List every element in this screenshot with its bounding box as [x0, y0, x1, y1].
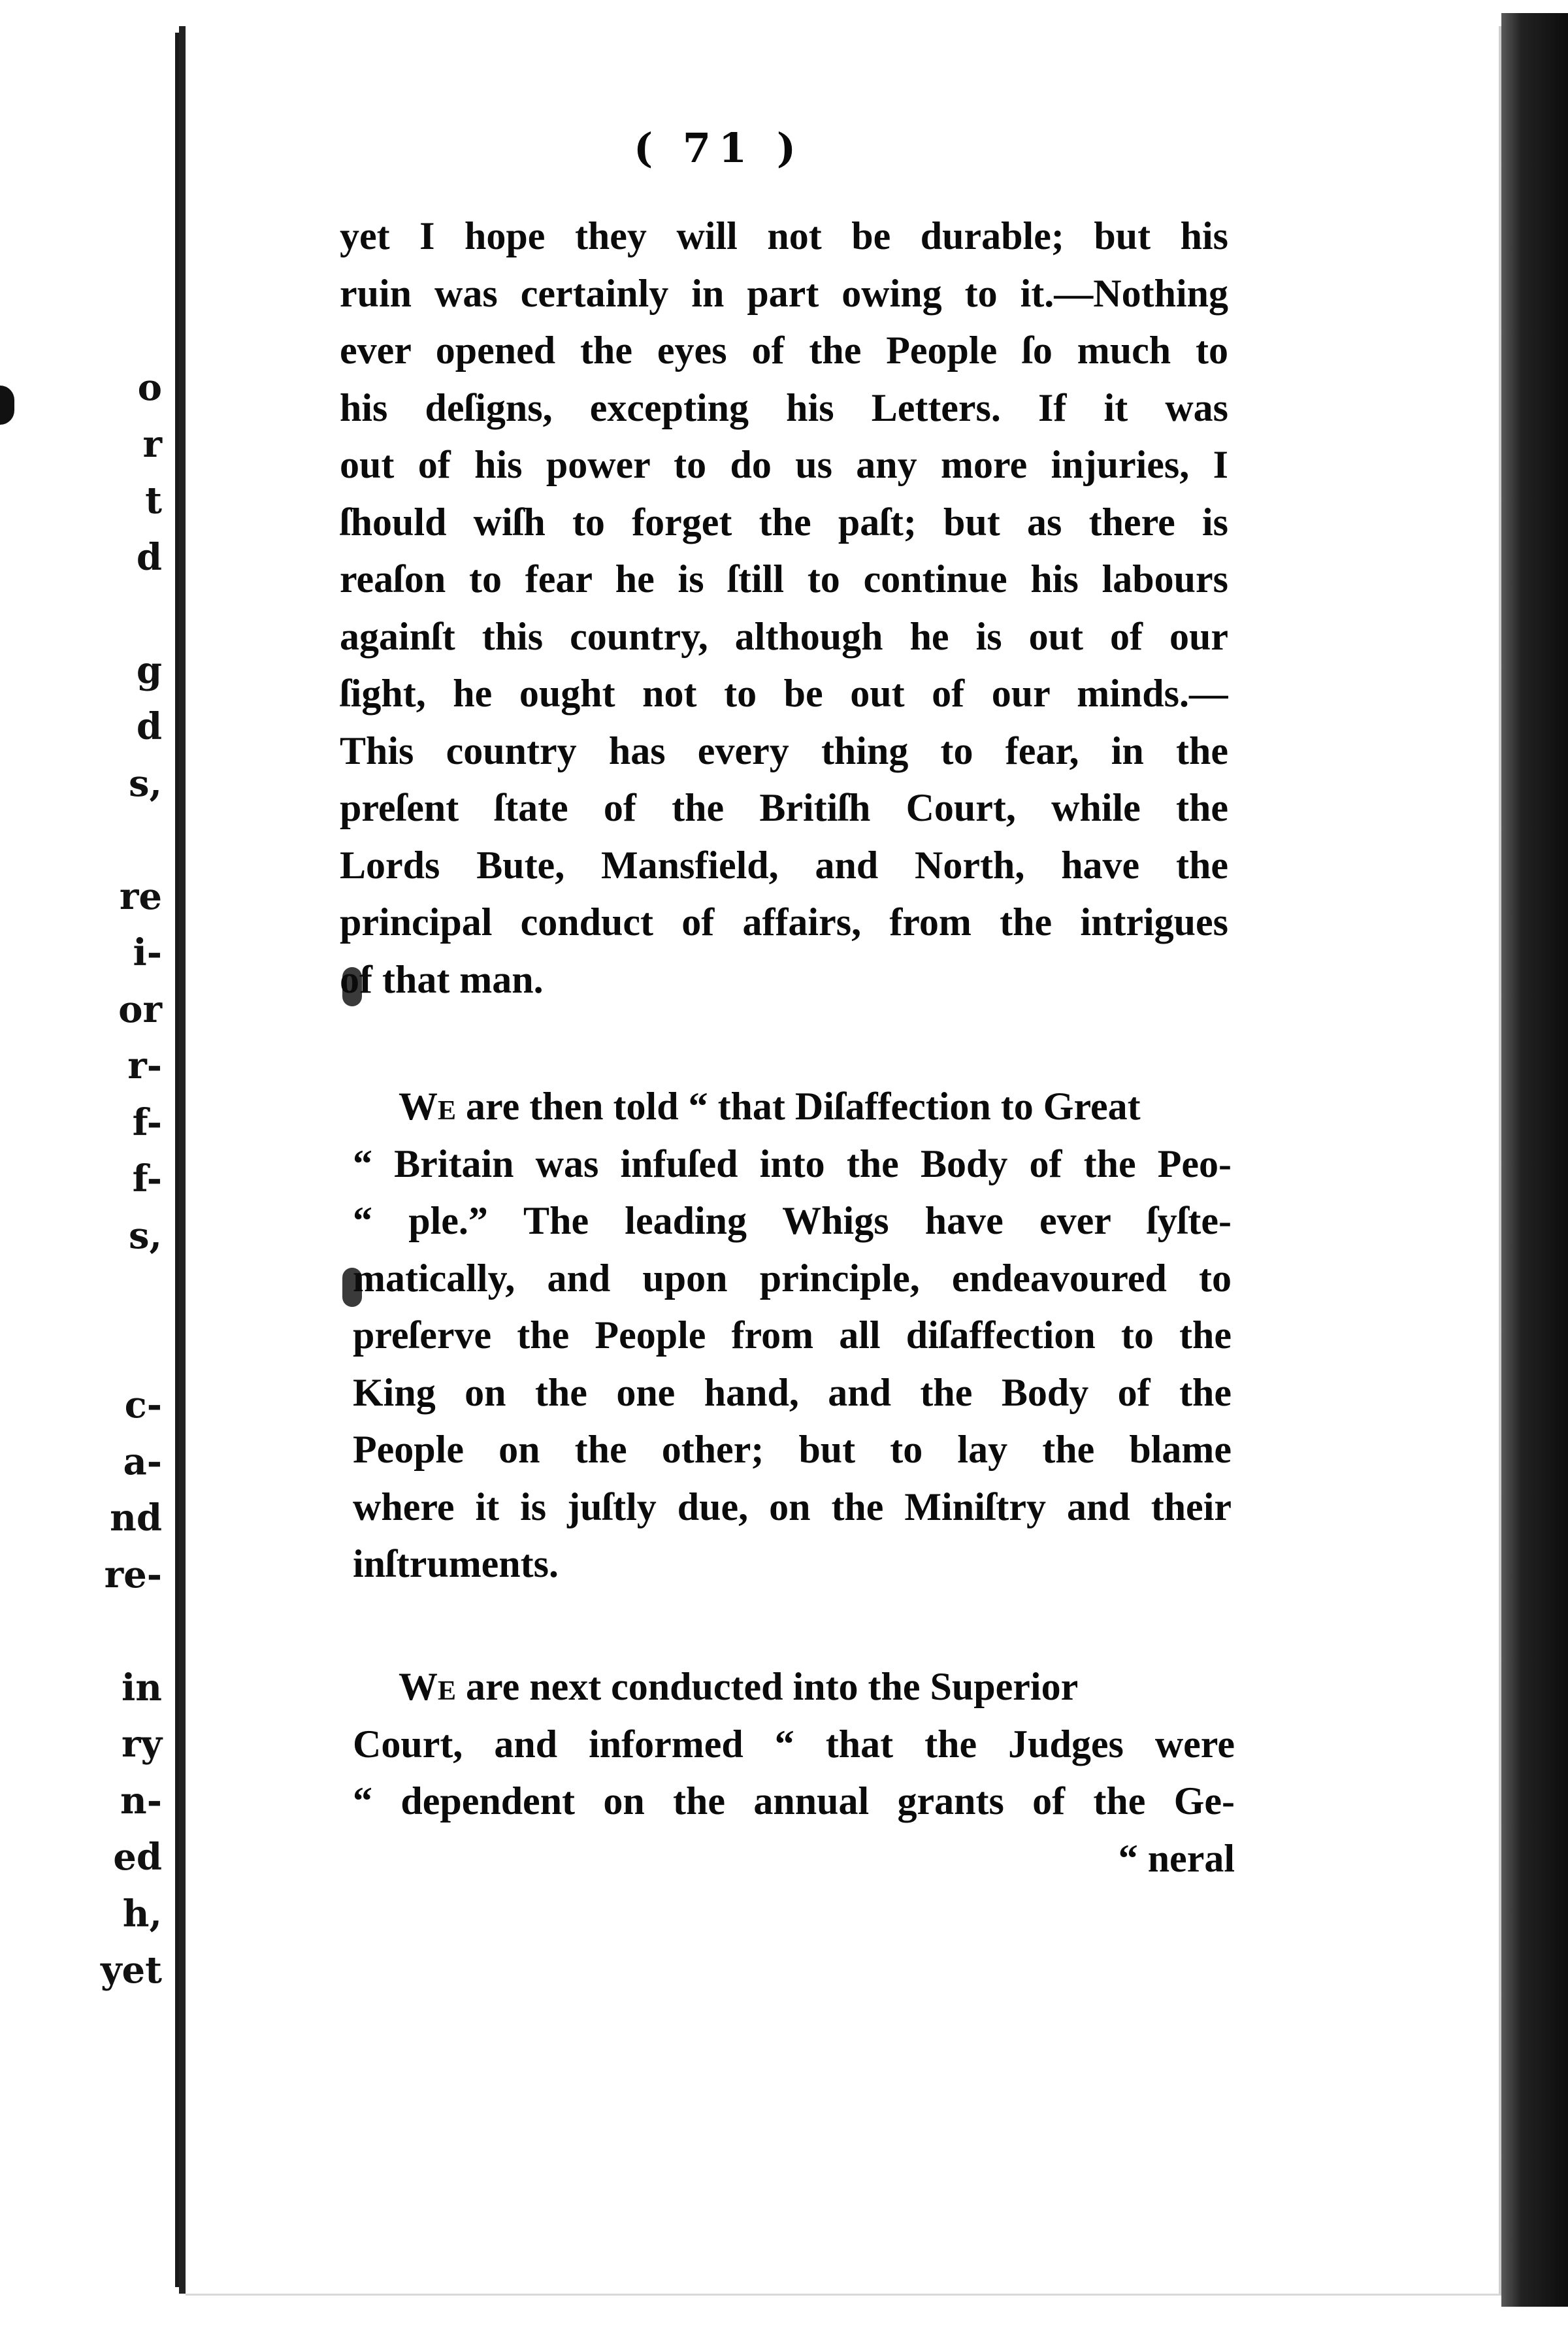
paragraph-lead: We — [399, 1665, 457, 1708]
text-line: matically, and upon principle, endeavoured to — [353, 1256, 1232, 1300]
line-ending: in — [122, 1666, 162, 1709]
line-ending: f- — [132, 1100, 162, 1144]
line-ending: s, — [128, 1213, 162, 1257]
paragraph — [353, 1078, 1232, 1593]
line-ending: h, — [122, 1892, 162, 1936]
text-line-rest: are next conducted into the Superior — [456, 1665, 1079, 1708]
line-ending: ed — [113, 1836, 162, 1879]
line-ending — [0, 1603, 171, 1660]
line-ending: a- — [123, 1440, 162, 1483]
text-line: Lords Bute, Mansfield, and North, have the — [340, 843, 1228, 887]
paragraph — [340, 208, 1228, 1008]
book-gutter — [179, 26, 186, 2294]
text-line: ever opened the eyes of the People ſo much to — [340, 329, 1228, 372]
line-ending: t — [145, 479, 162, 522]
text-line: out of his power to do us any more injuries, I — [340, 443, 1228, 486]
left-facing-page — [0, 33, 179, 2287]
line-ending: d — [136, 705, 162, 748]
line-ending: re- — [104, 1553, 162, 1596]
paragraph — [353, 1658, 1235, 1887]
line-ending: r- — [127, 1044, 162, 1087]
text-line: ſight, he ought not to be out of our minds.— — [340, 672, 1228, 715]
line-ending: s, — [128, 761, 162, 805]
text-line: againſt this country, although he is out of our — [340, 614, 1228, 658]
text-line: of that man. — [340, 957, 544, 1001]
text-line: reaſon to fear he is ſtill to continue his labours — [340, 557, 1228, 601]
line-ending: ry — [121, 1723, 162, 1766]
left-page-line-endings — [0, 359, 171, 1999]
text-line: principal conduct of affairs, from the intrigues — [340, 900, 1228, 944]
text-line: inſtruments. — [353, 1542, 559, 1585]
text-line: “ ple.” The leading Whigs have ever ſyſte- — [353, 1199, 1232, 1242]
text-line: where it is juſtly due, on the Miniſtry and their — [353, 1485, 1232, 1528]
text-line: Court, and informed “ that the Judges were — [353, 1722, 1235, 1766]
text-line: King on the one hand, and the Body of the — [353, 1370, 1232, 1414]
line-ending — [0, 812, 171, 868]
line-ending: n- — [120, 1779, 162, 1822]
line-ending: d — [136, 535, 162, 579]
line-ending: c- — [124, 1383, 162, 1427]
line-ending: nd — [110, 1496, 162, 1540]
text-line: “ dependent on the annual grants of the Ge- — [353, 1779, 1235, 1822]
line-ending: or — [118, 987, 162, 1031]
page-number: ( 71 ) — [634, 124, 804, 172]
text-line — [353, 1078, 1232, 1136]
text-line: This country has every thing to fear, in the — [340, 729, 1228, 772]
text-line: ſhould wiſh to forget the paſt; but as there is — [340, 500, 1228, 544]
text-line: ruin was certainly in part owing to it.—Nothing — [340, 271, 1228, 315]
text-line: “ Britain was infuſed into the Body of the Peo- — [353, 1142, 1232, 1185]
line-ending: re — [119, 874, 162, 918]
text-line: preſerve the People from all diſaffection to the — [353, 1313, 1232, 1357]
text-line: preſent ſtate of the Britiſh Court, while the — [340, 786, 1228, 829]
line-ending — [0, 1321, 171, 1377]
line-ending: yet — [100, 1949, 162, 1992]
line-ending: f- — [132, 1157, 162, 1200]
paragraph-lead: We — [399, 1085, 457, 1128]
catchword: “ neral — [1118, 1836, 1235, 1880]
page-edge-shadow — [1501, 13, 1568, 2307]
text-line — [353, 1658, 1235, 1716]
text-line: yet I hope they will not be durable; but his — [340, 214, 1228, 257]
text-line-rest: are then told “ that Diſaffection to Great — [456, 1085, 1141, 1128]
line-ending — [0, 586, 171, 642]
line-ending: g — [136, 648, 162, 692]
text-line: his deſigns, excepting his Letters. If it was — [340, 386, 1228, 429]
text-line: People on the other; but to lay the blame — [353, 1428, 1232, 1471]
line-ending: o — [137, 366, 162, 409]
line-ending: r — [142, 422, 162, 466]
line-ending: i- — [133, 931, 162, 974]
line-ending — [0, 1264, 171, 1321]
